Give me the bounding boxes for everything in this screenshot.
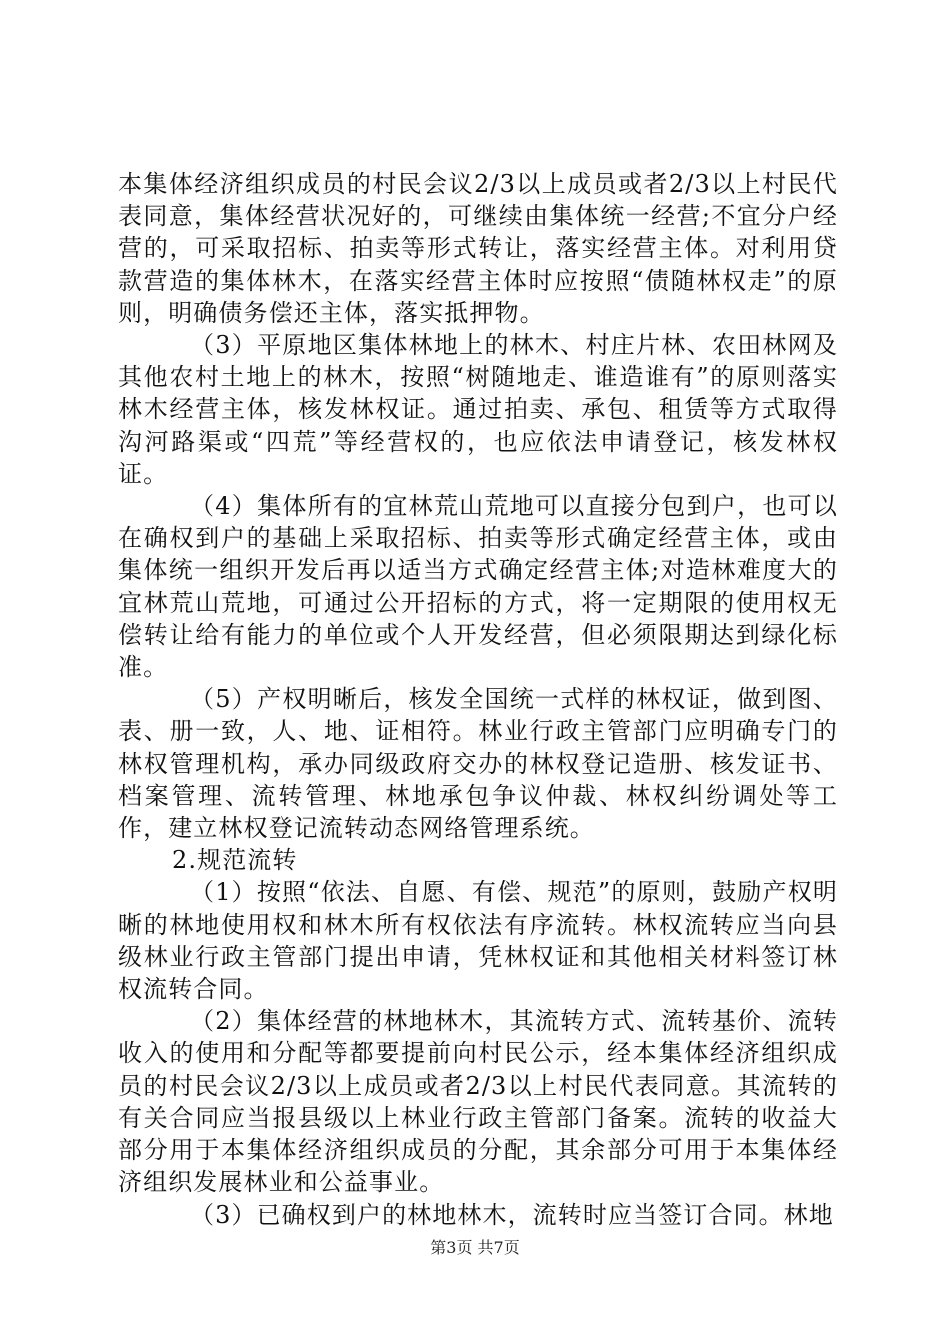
paragraph-item-3: （3）平原地区集体林地上的林木、村庄片林、农田林网及其他农村土地上的林木，按照“树随地走、谁造谁有”的原则落实林木经营主体，核发林权证。通过拍卖、承包、租赁等方式取得沟河路渠或“四荒”等经营权的，也应依法申请登记，核发林权证。 — [118, 331, 838, 488]
page-number: 第3页 共7页 — [430, 1238, 520, 1257]
paragraph-transfer-2: （2）集体经营的林地林木，其流转方式、流转基价、流转收入的使用和分配等都要提前向村民公示，经本集体经济组织成员的村民会议2/3以上成员或者2/3以上村民代表同意。其流转的有关合同应当报县级以上林业行政主管部门备案。流转的收益大部分用于本集体经济组织成员的分配，其余部分可用于本集体经济组织发展林业和公益事业。 — [118, 1007, 838, 1197]
paragraph-continuation: 本集体经济组织成员的村民会议2/3以上成员或者2/3以上村民代表同意，集体经营状况好的，可继续由集体统一经营;不宜分户经营的，可采取招标、拍卖等形式转让，落实经营主体。对利用贷款营造的集体林木，在落实经营主体时应按照“债随林权走”的原则，明确债务偿还主体，落实抵押物。 — [118, 170, 838, 327]
document-body — [118, 168, 838, 1231]
section-heading: 2.规范流转 — [172, 846, 298, 875]
page-footer — [0, 1237, 950, 1259]
paragraph-transfer-3: （3）已确权到户的林地林木，流转时应当签订合同。林地 — [190, 1200, 834, 1229]
paragraph-transfer-1: （1）按照“依法、自愿、有偿、规范”的原则，鼓励产权明晰的林地使用权和林木所有权依法有序流转。林权流转应当向县级林业行政主管部门提出申请，凭林权证和其他相关材料签订林权流转合同。 — [118, 878, 838, 1004]
paragraph-item-5: （5）产权明晰后，核发全国统一式样的林权证，做到图、表、册一致，人、地、证相符。林业行政主管部门应明确专门的林权管理机构，承办同级政府交办的林权登记造册、核发证书、档案管理、流转管理、林地承包争议仲裁、林权纠纷调处等工作，建立林权登记流转动态网络管理系统。 — [118, 685, 838, 843]
paragraph-item-4: （4）集体所有的宜林荒山荒地可以直接分包到户，也可以在确权到户的基础上采取招标、拍卖等形式确定经营主体，或由集体统一组织开发后再以适当方式确定经营主体;对造林难度大的宜林荒山荒地，可通过公开招标的方式，将一定期限的使用权无偿转让给有能力的单位或个人开发经营，但必须限期达到绿化标准。 — [118, 492, 838, 682]
